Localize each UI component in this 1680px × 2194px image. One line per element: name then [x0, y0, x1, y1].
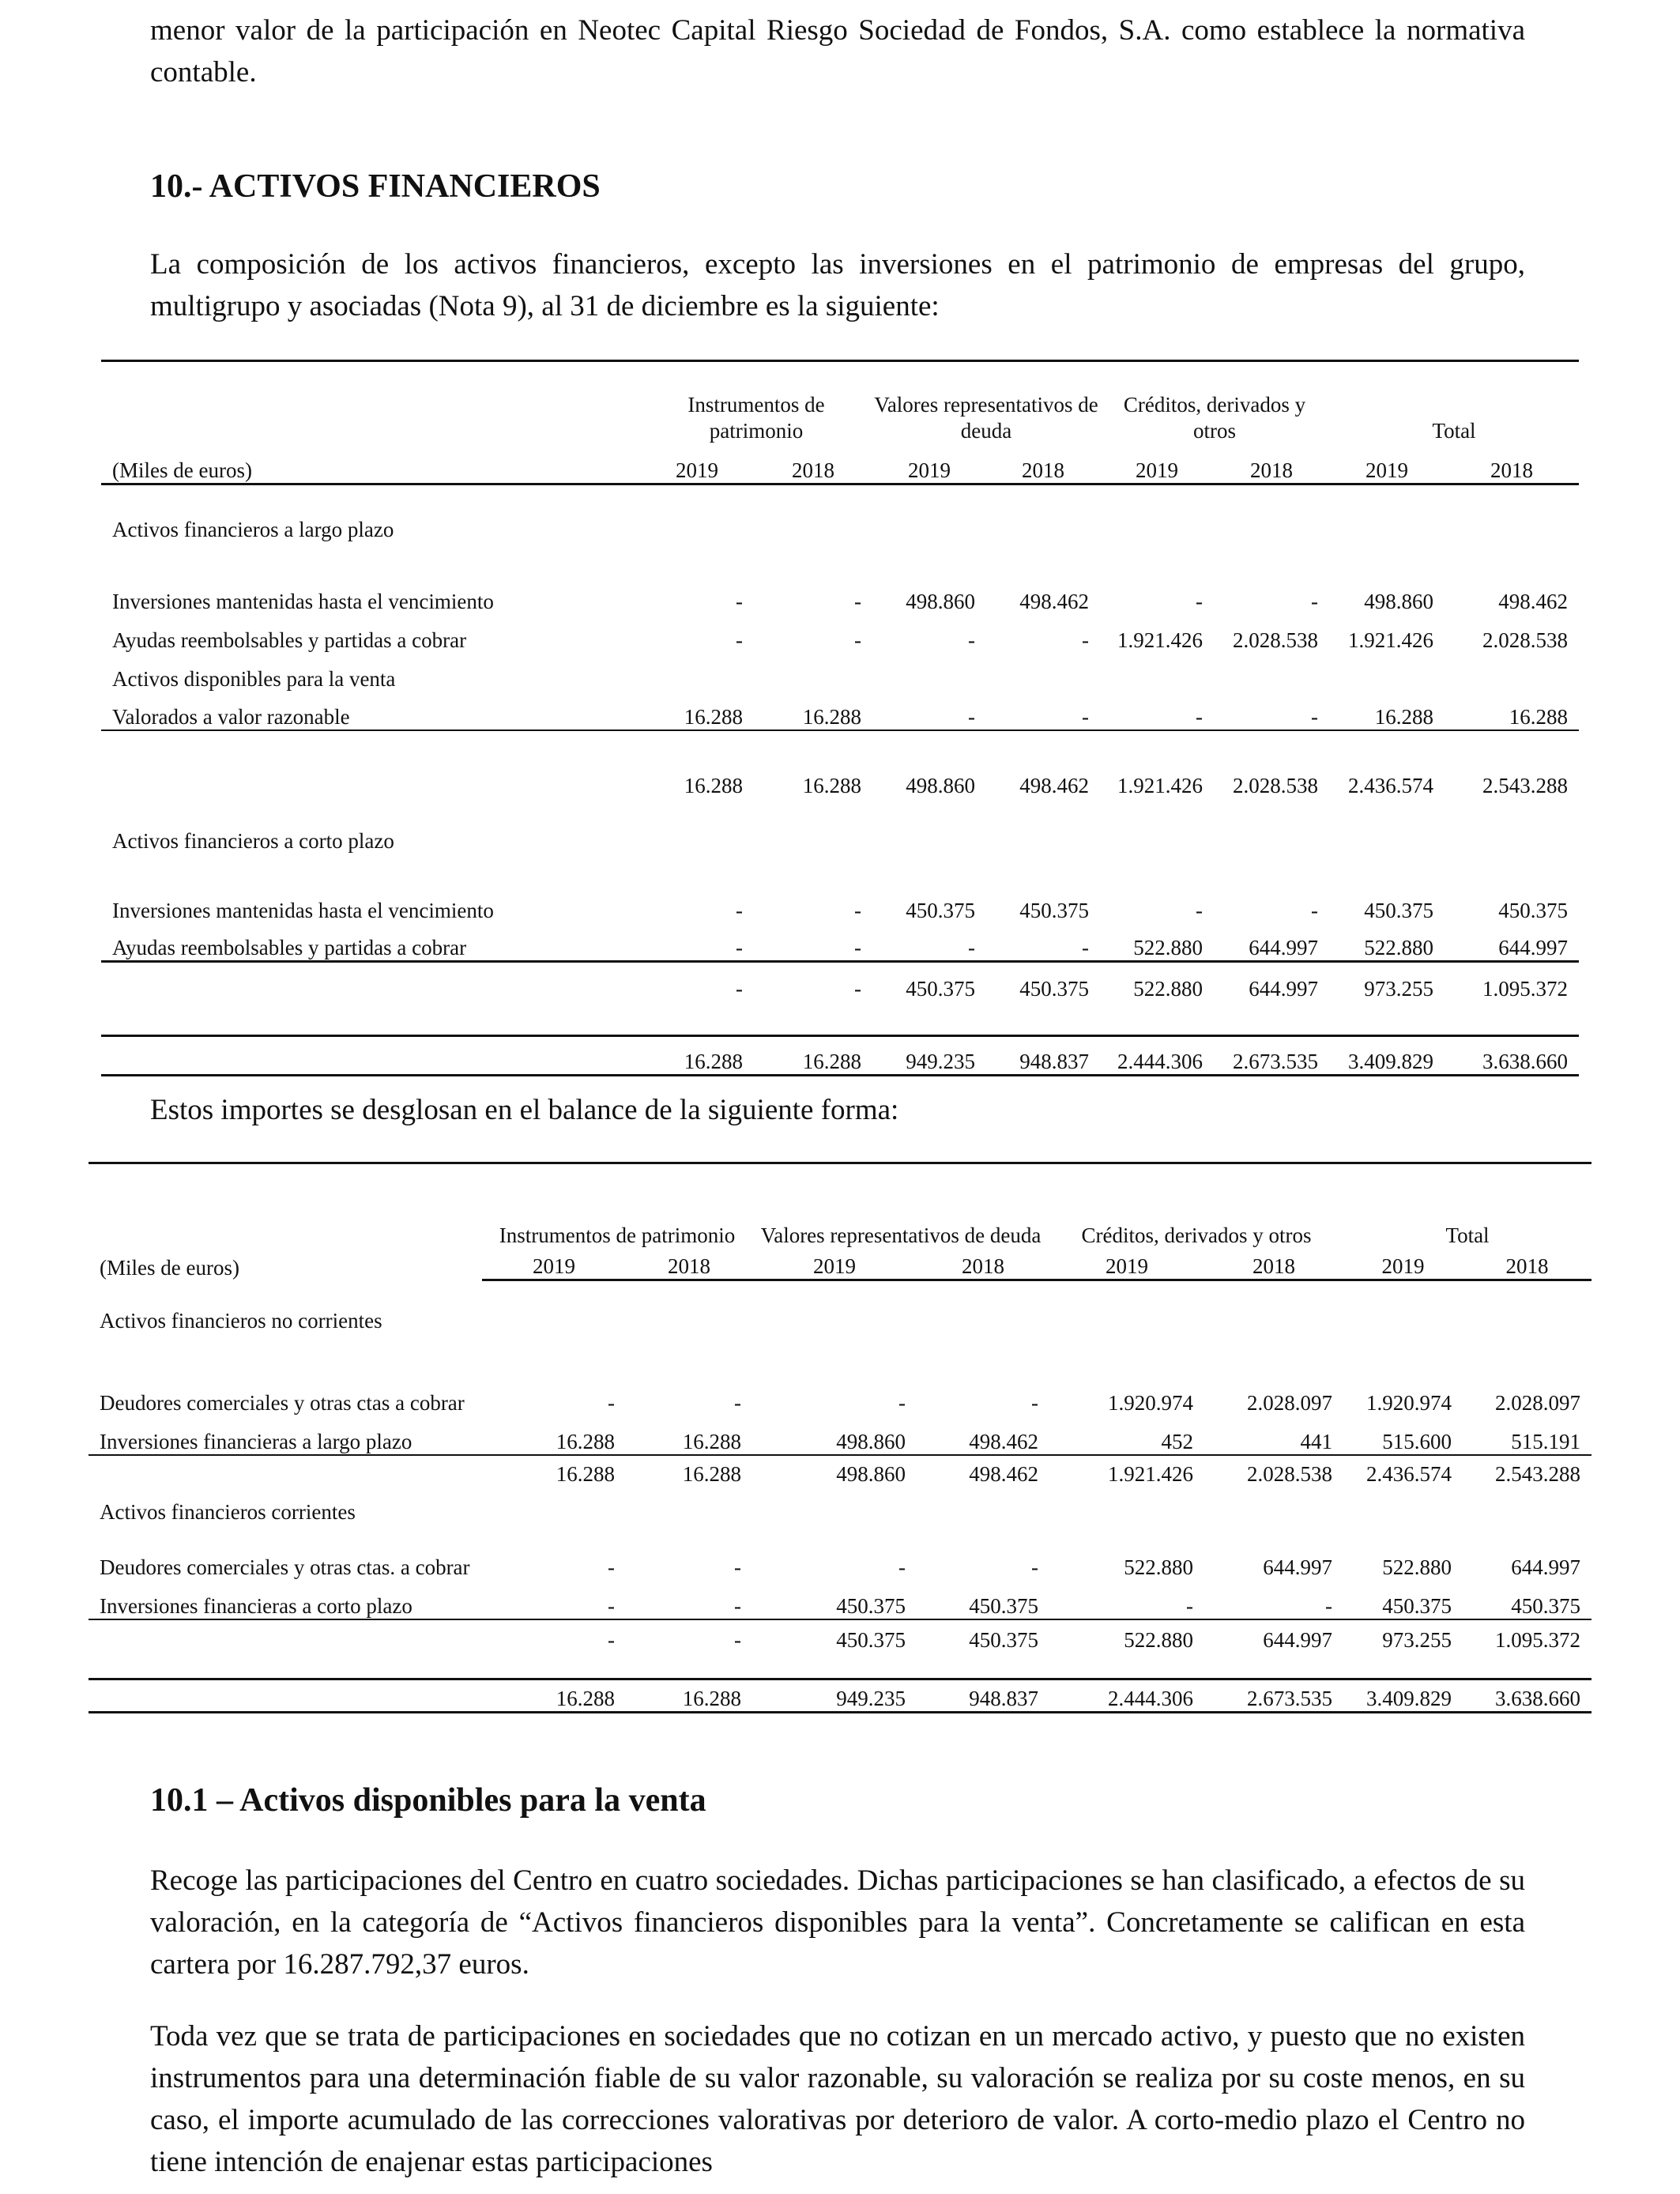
subtotal-cell: 498.462 — [986, 730, 1100, 798]
table-row — [89, 1416, 1591, 1455]
intro-paragraph: menor valor de la participación en Neotec Capital Riesgo Sociedad de Fondos, S.A. como establece la normativa contable. — [150, 14, 1525, 89]
value-cell: - — [1311, 704, 1319, 729]
value-cell: - — [1311, 898, 1319, 922]
financial-assets-table — [101, 360, 1579, 1076]
col-group-total: Total — [1329, 361, 1579, 444]
subtotal-cell: 450.375 — [752, 1619, 917, 1653]
subtotal-cell: 2.444.306 — [1049, 1679, 1204, 1713]
value-cell: - — [608, 1555, 615, 1579]
col-group-credits: Créditos, derivados y otros — [1100, 361, 1329, 444]
table-row — [101, 653, 1579, 692]
subtotal-cell: 16.288 — [754, 730, 872, 798]
subtotal-cell: 1.095.372 — [1463, 1619, 1591, 1653]
value-cell: - — [1082, 936, 1090, 959]
value-cell: 450.375 — [1498, 898, 1569, 922]
subtotal-cell: 450.375 — [986, 962, 1100, 1001]
subtotal-cell: - — [482, 1619, 626, 1653]
subtotal-cell: - — [754, 962, 872, 1001]
subtotal-label — [101, 1036, 640, 1076]
subtotal-cell: 2.028.538 — [1204, 1455, 1343, 1487]
paragraph-available-for-sale: Recoge las participaciones del Centro en cuatro sociedades. Dichas participaciones se han clasificado, a efectos de su valoración, en la categoría de “Activos financieros disponibles para la venta”. Concretamente se califican en esta cartera por 16.287.792,37 euros. — [150, 1864, 1525, 1981]
subtotal-row — [89, 1619, 1591, 1653]
section-label-short-term: Activos financieros a corto plazo — [112, 828, 394, 853]
value-cell: - — [1196, 704, 1203, 729]
value-cell: - — [608, 1593, 615, 1618]
value-cell: - — [898, 1555, 906, 1579]
table-row — [101, 575, 1579, 614]
subtotal-cell: 16.288 — [482, 1679, 626, 1713]
table-row — [89, 1580, 1591, 1619]
row-label: Valorados a valor razonable — [112, 704, 350, 729]
subtotal-cell: 450.375 — [917, 1619, 1049, 1653]
value-cell: - — [854, 628, 862, 652]
row-label: Inversiones mantenidas hasta el vencimiento — [112, 589, 494, 613]
value-cell: 644.997 — [1263, 1555, 1333, 1579]
value-cell: - — [854, 898, 862, 922]
value-cell: 2.028.538 — [1482, 628, 1569, 652]
subtotal-cell: 1.921.426 — [1049, 1455, 1204, 1487]
value-cell: 16.288 — [1509, 704, 1569, 729]
paragraph-valuation: Toda vez que se trata de participaciones en sociedades que no cotizan en un mercado activo, y puesto que no existen instrumentos para una determinación fiable de su valor razonable, su valoración se realiza por su coste menos, en su caso, el importe acumulado de las correcciones valorativas por deterioro de valor. A corto-medio plazo el Centro no tiene intención de enajenar estas participaciones — [150, 2020, 1525, 2178]
value-cell — [872, 653, 986, 692]
subtotal-cell: 973.255 — [1329, 962, 1445, 1001]
value-cell: 522.880 — [1364, 936, 1434, 959]
year-header: 2019 — [1343, 1249, 1463, 1280]
value-cell: 2.028.097 — [1247, 1390, 1333, 1415]
section-label-non-current: Activos financieros no corrientes — [100, 1308, 382, 1333]
subtotal-cell: 522.880 — [1100, 962, 1214, 1001]
subtotal-cell: 1.921.426 — [1100, 730, 1214, 798]
row-label: Ayudas reembolsables y partidas a cobrar — [112, 936, 467, 959]
value-cell: - — [734, 1555, 742, 1579]
value-cell: 16.288 — [556, 1429, 615, 1453]
subtotal-row — [101, 1036, 1579, 1076]
subtotal-row — [89, 1679, 1591, 1713]
subtotal-cell: 644.997 — [1214, 962, 1329, 1001]
row-label: Inversiones financieras a corto plazo — [100, 1593, 412, 1618]
value-cell — [1214, 653, 1329, 692]
subtotal-row — [101, 730, 1579, 798]
value-cell: 2.028.097 — [1495, 1390, 1581, 1415]
year-header: 2019 — [640, 444, 754, 484]
value-cell: 1.920.974 — [1366, 1390, 1452, 1415]
value-cell: 16.288 — [1374, 704, 1434, 729]
value-cell: - — [736, 589, 743, 613]
year-header: 2019 — [872, 444, 986, 484]
col-group-equity: Instrumentos de patrimonio — [640, 361, 872, 444]
subtotal-label — [89, 1619, 482, 1653]
table-row — [101, 692, 1579, 730]
value-cell: 1.920.974 — [1108, 1390, 1194, 1415]
subtotal-cell: 498.860 — [872, 730, 986, 798]
value-cell: 450.375 — [1382, 1593, 1452, 1618]
value-cell: - — [1031, 1555, 1039, 1579]
year-header: 2019 — [482, 1249, 626, 1280]
value-cell: - — [736, 898, 743, 922]
col-group-debt: Valores representativos de deuda — [752, 1163, 1049, 1249]
subtotal-row — [89, 1455, 1591, 1487]
subtotal-cell: 2.436.574 — [1329, 730, 1445, 798]
subtotal-label — [101, 962, 640, 1001]
value-cell: - — [1082, 628, 1090, 652]
subtotal-cell: 3.638.660 — [1463, 1679, 1591, 1713]
subtotal-cell: 522.880 — [1049, 1619, 1204, 1653]
subtotal-cell: 498.462 — [917, 1455, 1049, 1487]
value-cell — [640, 653, 754, 692]
value-cell: - — [734, 1390, 742, 1415]
year-header: 2018 — [1214, 444, 1329, 484]
subtotal-cell: 2.028.538 — [1214, 730, 1329, 798]
value-cell: 450.375 — [969, 1593, 1039, 1618]
value-cell: 450.375 — [1364, 898, 1434, 922]
subtotal-cell: 949.235 — [752, 1679, 917, 1713]
value-cell: 515.600 — [1382, 1429, 1452, 1453]
value-cell — [754, 653, 872, 692]
section-heading: 10.- ACTIVOS FINANCIEROS — [150, 168, 601, 205]
value-cell: - — [968, 704, 976, 729]
year-header: 2018 — [1204, 1249, 1343, 1280]
col-group-equity: Instrumentos de patrimonio — [482, 1163, 752, 1249]
subtotal-label — [89, 1455, 482, 1487]
value-cell: 498.860 — [906, 589, 976, 613]
year-header: 2018 — [986, 444, 1100, 484]
year-header: 2019 — [752, 1249, 917, 1280]
value-cell — [1100, 653, 1214, 692]
unit-label: (Miles de euros) — [101, 444, 640, 484]
subtotal-cell: 16.288 — [754, 1036, 872, 1076]
subtotal-cell: 644.997 — [1204, 1619, 1343, 1653]
subtotal-cell: 2.444.306 — [1100, 1036, 1214, 1076]
subtotal-cell: 16.288 — [640, 1036, 754, 1076]
value-cell: - — [898, 1390, 906, 1415]
value-cell: 522.880 — [1133, 936, 1203, 959]
subtotal-label — [101, 730, 640, 798]
col-group-credits: Créditos, derivados y otros — [1049, 1163, 1343, 1249]
value-cell: - — [1196, 898, 1203, 922]
table-row — [101, 614, 1579, 653]
subtotal-cell: 3.409.829 — [1329, 1036, 1445, 1076]
subtotal-cell: 450.375 — [872, 962, 986, 1001]
subtotal-cell: 2.673.535 — [1214, 1036, 1329, 1076]
section-label-long-term: Activos financieros a largo plazo — [112, 518, 394, 542]
value-cell: 450.375 — [836, 1593, 906, 1618]
value-cell: - — [854, 589, 862, 613]
value-cell: 498.860 — [1364, 589, 1434, 613]
subtotal-cell: 1.095.372 — [1445, 962, 1579, 1001]
value-cell: 1.921.426 — [1348, 628, 1434, 652]
value-cell: - — [736, 628, 743, 652]
value-cell: - — [968, 628, 976, 652]
subtotal-cell: 973.255 — [1343, 1619, 1463, 1653]
value-cell: - — [734, 1593, 742, 1618]
value-cell: 16.288 — [802, 704, 862, 729]
row-label: Ayudas reembolsables y partidas a cobrar — [112, 628, 467, 652]
subtotal-cell: 16.288 — [626, 1679, 752, 1713]
section-label-current: Activos financieros corrientes — [100, 1499, 356, 1524]
subtotal-cell: 948.837 — [917, 1679, 1049, 1713]
balance-breakdown-table — [89, 1162, 1591, 1713]
value-cell: 450.375 — [906, 898, 976, 922]
subtotal-cell: 949.235 — [872, 1036, 986, 1076]
value-cell: 498.462 — [1019, 589, 1090, 613]
value-cell: - — [1311, 589, 1319, 613]
subtotal-cell: 2.436.574 — [1343, 1455, 1463, 1487]
value-cell: 2.028.538 — [1233, 628, 1319, 652]
row-label: Deudores comerciales y otras ctas. a cobrar — [100, 1555, 470, 1579]
value-cell: 515.191 — [1511, 1429, 1581, 1453]
value-cell — [1329, 653, 1445, 692]
subtotal-cell: 2.673.535 — [1204, 1679, 1343, 1713]
table-row — [89, 1525, 1591, 1580]
table-row — [89, 1362, 1591, 1416]
row-label: Deudores comerciales y otras ctas a cobrar — [100, 1390, 465, 1415]
subtotal-cell: 16.288 — [640, 730, 754, 798]
value-cell: 450.375 — [1019, 898, 1090, 922]
value-cell — [986, 653, 1100, 692]
between-text: Estos importes se desglosan en el balance de la siguiente forma: — [150, 1094, 899, 1126]
value-cell: - — [1082, 704, 1090, 729]
table-row — [101, 884, 1579, 923]
year-header: 2018 — [754, 444, 872, 484]
subtotal-cell: 2.543.288 — [1463, 1455, 1591, 1487]
value-cell: 644.997 — [1498, 936, 1569, 959]
value-cell: 16.288 — [682, 1429, 742, 1453]
year-header: 2019 — [1329, 444, 1445, 484]
section-intro: La composición de los activos financieros, excepto las inversiones en el patrimonio de empresas del grupo, multigrupo y asociadas (Nota 9), al 31 de diciembre es la siguiente: — [150, 248, 1525, 322]
col-group-total: Total — [1343, 1163, 1591, 1249]
value-cell: 16.288 — [684, 704, 743, 729]
subtotal-row — [101, 962, 1579, 1001]
subtotal-cell: 16.288 — [482, 1455, 626, 1487]
year-header: 2018 — [1463, 1249, 1591, 1280]
subtotal-cell: 16.288 — [626, 1455, 752, 1487]
table-row — [101, 923, 1579, 962]
row-label: Inversiones financieras a largo plazo — [100, 1429, 412, 1453]
subtotal-cell: 948.837 — [986, 1036, 1100, 1076]
subtotal-cell: 3.638.660 — [1445, 1036, 1579, 1076]
value-cell: 522.880 — [1124, 1555, 1194, 1579]
value-cell: 522.880 — [1382, 1555, 1452, 1579]
value-cell: - — [1186, 1593, 1194, 1618]
value-cell: 452 — [1161, 1429, 1194, 1453]
value-cell: - — [1325, 1593, 1333, 1618]
value-cell: 498.462 — [969, 1429, 1039, 1453]
year-header: 2018 — [917, 1249, 1049, 1280]
value-cell: - — [736, 936, 743, 959]
subsection-heading: 10.1 – Activos disponibles para la venta — [150, 1782, 706, 1819]
value-cell: - — [608, 1390, 615, 1415]
value-cell: 441 — [1300, 1429, 1333, 1453]
col-group-debt: Valores representativos de deuda — [872, 361, 1100, 444]
value-cell: - — [1031, 1390, 1039, 1415]
value-cell: 1.921.426 — [1117, 628, 1203, 652]
value-cell: - — [854, 936, 862, 959]
subtotal-cell: 2.543.288 — [1445, 730, 1579, 798]
value-cell — [1445, 653, 1579, 692]
subtotal-label — [89, 1679, 482, 1713]
value-cell: - — [968, 936, 976, 959]
row-label: Activos disponibles para la venta — [112, 666, 396, 691]
year-header: 2019 — [1049, 1249, 1204, 1280]
subtotal-cell: 3.409.829 — [1343, 1679, 1463, 1713]
unit-label: (Miles de euros) — [100, 1255, 239, 1280]
value-cell: 450.375 — [1511, 1593, 1581, 1618]
value-cell: - — [1196, 589, 1203, 613]
subtotal-cell: 498.860 — [752, 1455, 917, 1487]
value-cell: 644.997 — [1511, 1555, 1581, 1579]
value-cell: 498.462 — [1498, 589, 1569, 613]
year-header: 2019 — [1100, 444, 1214, 484]
subtotal-cell: - — [626, 1619, 752, 1653]
row-label: Inversiones mantenidas hasta el vencimiento — [112, 898, 494, 922]
subtotal-cell: - — [640, 962, 754, 1001]
value-cell: 498.860 — [836, 1429, 906, 1453]
year-header: 2018 — [626, 1249, 752, 1280]
year-header: 2018 — [1445, 444, 1579, 484]
value-cell: 644.997 — [1249, 936, 1319, 959]
